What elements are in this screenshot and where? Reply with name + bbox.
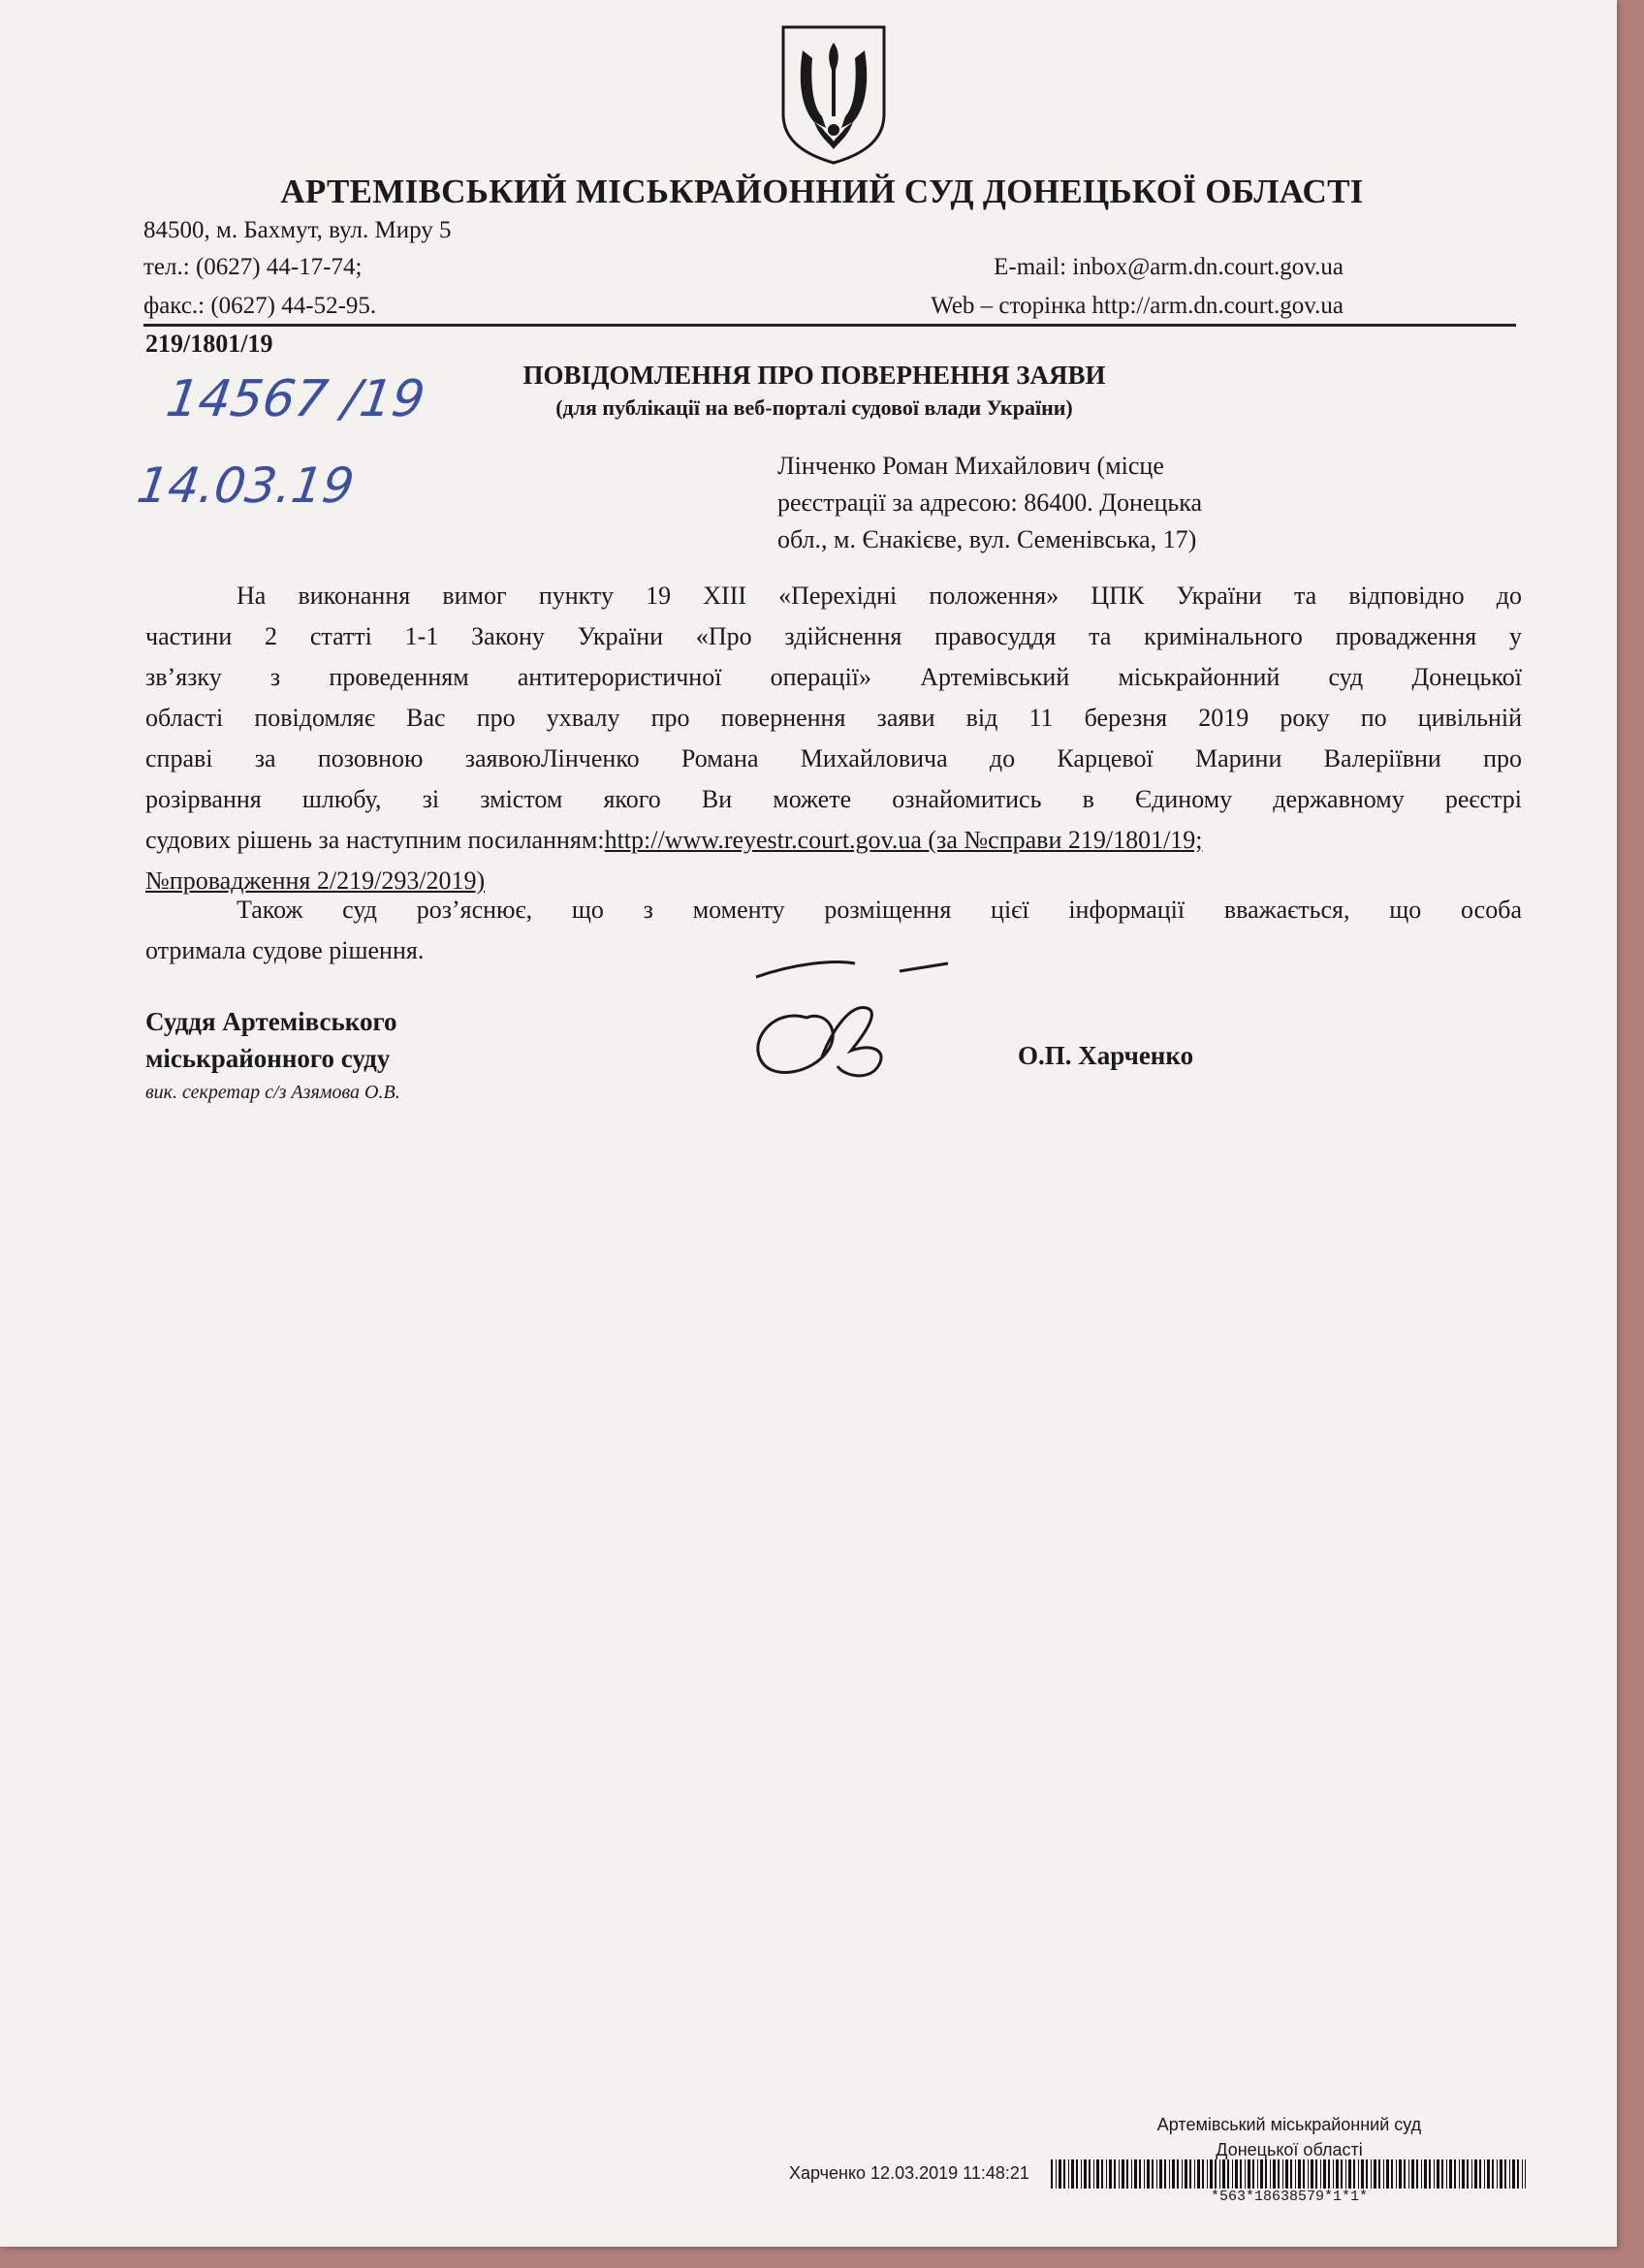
barcode-number: *563*18638579*1*1* (1210, 2189, 1369, 2205)
court-email: E-mail: inbox@arm.dn.court.gov.ua (994, 254, 1344, 280)
header-divider (143, 324, 1516, 327)
court-website: Web – сторінка http://arm.dn.court.gov.ua (931, 293, 1344, 319)
secretary-name: вик. секретар с/з Азямова О.В. (145, 1082, 400, 1103)
notice-title: ПОВІДОМЛЕННЯ ПРО ПОВЕРНЕННЯ ЗАЯВИ (522, 361, 1106, 390)
paragraph-line: зв’язку з проведенням антитерористичної операції» Артемівський міськрайонний суд Донецької (145, 663, 1522, 691)
judge-name: О.П. Харченко (1018, 1041, 1194, 1070)
paragraph-line: справі за позовною заявоюЛінченко Романа Михайловича до Карцевої Марини Валеріївни про (145, 744, 1522, 772)
stamp-court-line-2: Донецької області (1216, 2140, 1363, 2159)
handwritten-signature (737, 950, 969, 1105)
proceeding-number-link[interactable]: №провадження 2/219/293/2019) (145, 866, 486, 895)
trident-coat-of-arms-icon (775, 21, 892, 167)
stamp-signed-by: Харченко 12.03.2019 11:48:21 (789, 2163, 1029, 2183)
judge-title-line-2: міськрайонного суду (145, 1044, 391, 1073)
paragraph-line: Також суд роз’яснює, що з моменту розміщення цієї інформації вважається, що особа (237, 896, 1522, 924)
paragraph-line: На виконання вимог пункту 19 XIII «Перехідні положення» ЦПК України та відповідно до (237, 582, 1522, 610)
paragraph-line-with-link (145, 820, 1522, 861)
paragraph-line: отримала судове рішення. (145, 936, 425, 964)
case-number: 219/1801/19 (145, 330, 273, 358)
addressee-line: обл., м. Єнакієве, вул. Семенівська, 17) (777, 525, 1197, 553)
court-address: 84500, м. Бахмут, вул. Миру 5 (143, 217, 452, 243)
notice-subtitle: (для публікації на веб-порталі судової влади України) (555, 395, 1073, 420)
link-prefix: судових рішень за наступним посиланням: (145, 826, 605, 854)
document-barcode (1051, 2159, 1526, 2189)
paragraph-line: розірвання шлюбу, зі змістом якого Ви можете ознайомитись в Єдиному державному реєстрі (145, 785, 1522, 813)
court-name: АРТЕМІВСЬКИЙ МІСЬКРАЙОННИЙ СУД ДОНЕЦЬКОЇ ОБЛАСТІ (280, 173, 1364, 210)
handwritten-date: 14.03.19 (133, 457, 358, 514)
paragraph-line: частини 2 статті 1-1 Закону України «Про здійснення правосуддя та кримінального провадження у (145, 622, 1522, 650)
paragraph-line: області повідомляє Вас про ухвалу про повернення заяви від 11 березня 2019 року по цивільній (145, 704, 1522, 732)
stamp-court-line-1: Артемівський міськрайонний суд (1156, 2115, 1422, 2134)
court-fax: факс.: (0627) 44-52-95. (143, 293, 377, 319)
court-phone: тел.: (0627) 44-17-74; (143, 254, 363, 280)
judge-title-line-1: Суддя Артемівського (145, 1007, 397, 1036)
notice-paragraph-1 (145, 576, 1522, 901)
addressee-block (777, 448, 1301, 558)
handwritten-registration-number: 14567 /19 (162, 370, 428, 428)
addressee-line: Лінченко Роман Михайлович (місце (777, 452, 1164, 480)
addressee-line: реєстрації за адресою: 86400. Донецька (777, 488, 1203, 517)
registry-link[interactable]: http://www.reyestr.court.gov.ua (за №справи 219/1801/19; (604, 826, 1203, 854)
